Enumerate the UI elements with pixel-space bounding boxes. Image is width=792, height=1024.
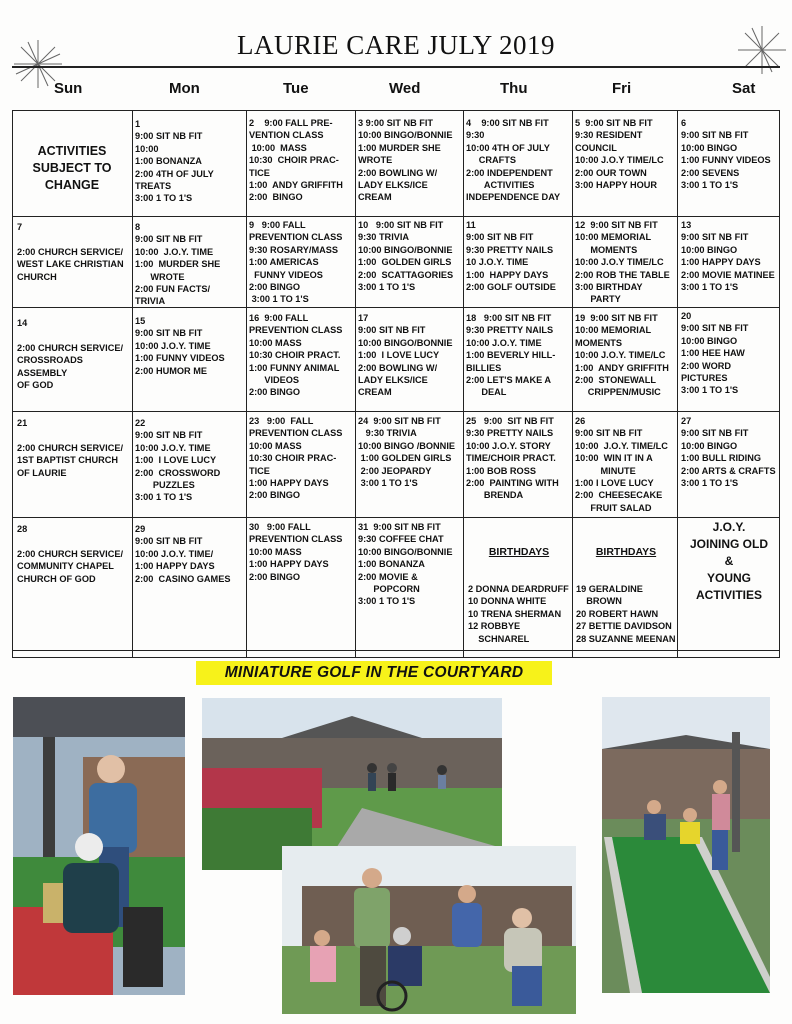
birthdays-thu [468, 521, 570, 647]
day-cell-26: 26 9:00 SIT NB FIT 10:00 J.O.Y. TIME/LC 10:00 WIN IT IN A MINUTE 1:00 I LOVE LUCY 2:00 CHEESECAKE FRUIT SALAD [575, 416, 668, 513]
day-cell-24: 24 9:00 SIT NB FIT 9:30 TRIVIA 10:00 BINGO /BONNIE 1:00 GOLDEN GIRLS 2:00 JEOPARDY 3:00 1 TO 1'S [358, 416, 456, 489]
page-title: LAURIE CARE JULY 2019 [236, 30, 556, 60]
day-cell-27: 27 9:00 SIT NB FIT 10:00 BINGO 1:00 BULL RIDING 2:00 ARTS & CRAFTS 3:00 1 TO 1'S [681, 416, 776, 489]
day-cell-22: 22 9:00 SIT NB FIT 10:00 J.O.Y. TIME 1:00 I LOVE LUCY 2:00 CROSSWORD PUZZLES 3:00 1 TO 1'S [135, 418, 221, 503]
photo-mini-golf-lane [602, 697, 770, 993]
day-cell-16: 16 9:00 FALL PREVENTION CLASS 10:00 MASS 10:30 CHOIR PRACT. 1:00 FUNNY ANIMAL VIDEOS 2:00 BINGO [249, 313, 343, 398]
day-cell-13: 13 9:00 SIT NB FIT 10:00 BINGO 1:00 HAPPY DAYS 2:00 MOVIE MATINEE 3:00 1 TO 1'S [681, 220, 775, 293]
joy-note: J.O.Y. JOINING OLD & YOUNG ACTIVITIES [689, 520, 768, 602]
day-cell-18: 18 9:00 SIT NB FIT 9:30 PRETTY NAILS 10:00 J.O.Y. TIME 1:00 BEVERLY HILL- BILLIES 2:00 LET'S MAKE A DEAL [466, 313, 556, 398]
birthdays-heading-thu: BIRTHDAYS [488, 545, 550, 558]
day-cell-10: 10 9:00 SIT NB FIT 9:30 TRIVIA 10:00 BINGO/BONNIE 1:00 GOLDEN GIRLS 2:00 SCATTAGORIES 3:00 1 TO 1'S [358, 220, 454, 293]
day-cell-21: 21 2:00 CHURCH SERVICE/ 1ST BAPTIST CHURCH OF LAURIE [17, 418, 124, 478]
weekday-sun: Sun [54, 80, 83, 97]
day-cell-15: 15 9:00 SIT NB FIT 10:00 J.O.Y. TIME 1:00 FUNNY VIDEOS 2:00 HUMOR ME [135, 316, 225, 376]
weekday-header [12, 80, 780, 106]
day-cell-4: 4 9:00 SIT NB FIT 9:30 10:00 4TH OF JULY CRAFTS 2:00 INDEPENDENT ACTIVITIES INDEPENDENCE DAY [466, 118, 561, 203]
day-cell-30: 30 9:00 FALL PREVENTION CLASS 10:00 MASS 1:00 HAPPY DAYS 2:00 BINGO [249, 522, 343, 582]
title-rule [12, 66, 780, 68]
day-cell-29: 29 9:00 SIT NB FIT 10:00 J.O.Y. TIME/ 1:00 HAPPY DAYS 2:00 CASINO GAMES [135, 524, 231, 584]
day-cell-31: 31 9:00 SIT NB FIT 9:30 COFFEE CHAT 10:00 BINGO/BONNIE 1:00 BONANZA 2:00 MOVIE & POPCORN 3:00 1 TO 1'S [358, 522, 453, 607]
notice-activities-subject-to-change: ACTIVITIES SUBJECT TO CHANGE [32, 144, 112, 192]
day-cell-17: 17 9:00 SIT NB FIT 10:00 BINGO/BONNIE 1:00 I LOVE LUCY 2:00 BOWLING W/ LADY ELKS/ICE CREAM [358, 313, 453, 398]
day-cell-9: 9 9:00 FALL PREVENTION CLASS 9:30 ROSARY/MASS 1:00 AMERICAS FUNNY VIDEOS 2:00 BINGO 3:00 1 TO 1'S [249, 220, 343, 305]
day-cell-5: 5 9:00 SIT NB FIT 9:30 RESIDENT COUNCIL 10:00 J.O.Y TIME/LC 2:00 OUR TOWN 3:00 HAPPY HOUR [575, 118, 664, 191]
weekday-tue: Tue [283, 80, 309, 97]
weekday-mon: Mon [169, 80, 200, 97]
day-cell-11: 11 9:00 SIT NB FIT 9:30 PRETTY NAILS 10 J.O.Y. TIME 1:00 HAPPY DAYS 2:00 GOLF OUTSIDE [466, 220, 556, 293]
day-cell-1: 1 9:00 SIT NB FIT 10:00 1:00 BONANZA 2:00 4TH OF JULY TREATS 3:00 1 TO 1'S [135, 119, 214, 204]
birthdays-list-thu: 2 DONNA DEARDRUFF 10 DONNA WHITE 10 TRENA SHERMAN 12 ROBBYE SCHNAREL [468, 584, 569, 644]
photo-group-residents [282, 846, 576, 1014]
day-cell-19: 19 9:00 SIT NB FIT 10:00 MEMORIAL MOMENTS 10:00 J.O.Y. TIME/LC 1:00 ANDY GRIFFITH 2:00 STONEWALL CRIPPEN/MUSIC [575, 313, 669, 398]
day-cell-12: 12 9:00 SIT NB FIT 10:00 MEMORIAL MOMENTS 10:00 J.O.Y TIME/LC 2:00 ROB THE TABLE 3:00 BIRTHDAY PARTY [575, 220, 670, 305]
day-cell-20: 20 9:00 SIT NB FIT 10:00 BINGO 1:00 HEE HAW 2:00 WORD PICTURES 3:00 1 TO 1'S [681, 311, 749, 396]
day-cell-7: 7 2:00 CHURCH SERVICE/ WEST LAKE CHRISTIAN CHURCH [17, 222, 124, 282]
birthdays-heading-fri: BIRTHDAYS [595, 545, 657, 558]
day-cell-14: 14 2:00 CHURCH SERVICE/ CROSSROADS ASSEMBLY OF GOD [17, 318, 124, 391]
photo-trophy-couple [13, 697, 185, 995]
day-cell-23: 23 9:00 FALL PREVENTION CLASS 10:00 MASS 10:30 CHOIR PRAC- TICE 1:00 HAPPY DAYS 2:00 BINGO [249, 416, 343, 501]
day-cell-8: 8 9:00 SIT NB FIT 10:00 J.O.Y. TIME 1:00 MURDER SHE WROTE 2:00 FUN FACTS/ TRIVIA [135, 222, 221, 305]
day-cell-25: 25 9:00 SIT NB FIT 9:30 PRETTY NAILS 10:00 J.O.Y. STORY TIME/CHOIR PRACT. 1:00 BOB ROSS 2:00 PAINTING WITH BRENDA [466, 416, 559, 501]
day-cell-2: 2 9:00 FALL PRE- VENTION CLASS 10:00 MASS 10:30 CHOIR PRAC- TICE 1:00 ANDY GRIFFITH 2:00 BINGO [249, 118, 343, 203]
weekday-fri: Fri [612, 80, 632, 97]
calendar-grid [12, 110, 780, 658]
day-cell-6: 6 9:00 SIT NB FIT 10:00 BINGO 1:00 FUNNY VIDEOS 2:00 SEVENS 3:00 1 TO 1'S [681, 118, 771, 191]
weekday-thu: Thu [500, 80, 528, 97]
birthdays-list-fri: 19 GERALDINE BROWN 20 ROBERT HAWN 27 BETTIE DAVIDSON 28 SUZANNE MEENAN [576, 584, 676, 644]
weekday-wed: Wed [389, 80, 421, 97]
day-cell-28: 28 2:00 CHURCH SERVICE/ COMMUNITY CHAPEL CHURCH OF GOD [17, 524, 124, 584]
weekday-sat: Sat [732, 80, 756, 97]
birthdays-fri [576, 521, 676, 647]
photo-courtyard-view [202, 698, 502, 870]
day-cell-3: 3 9:00 SIT NB FIT 10:00 BINGO/BONNIE 1:00 MURDER SHE WROTE 2:00 BOWLING W/ LADY ELKS/ICE CREAM [358, 118, 453, 203]
mini-golf-banner: MINIATURE GOLF IN THE COURTYARD [196, 661, 552, 685]
